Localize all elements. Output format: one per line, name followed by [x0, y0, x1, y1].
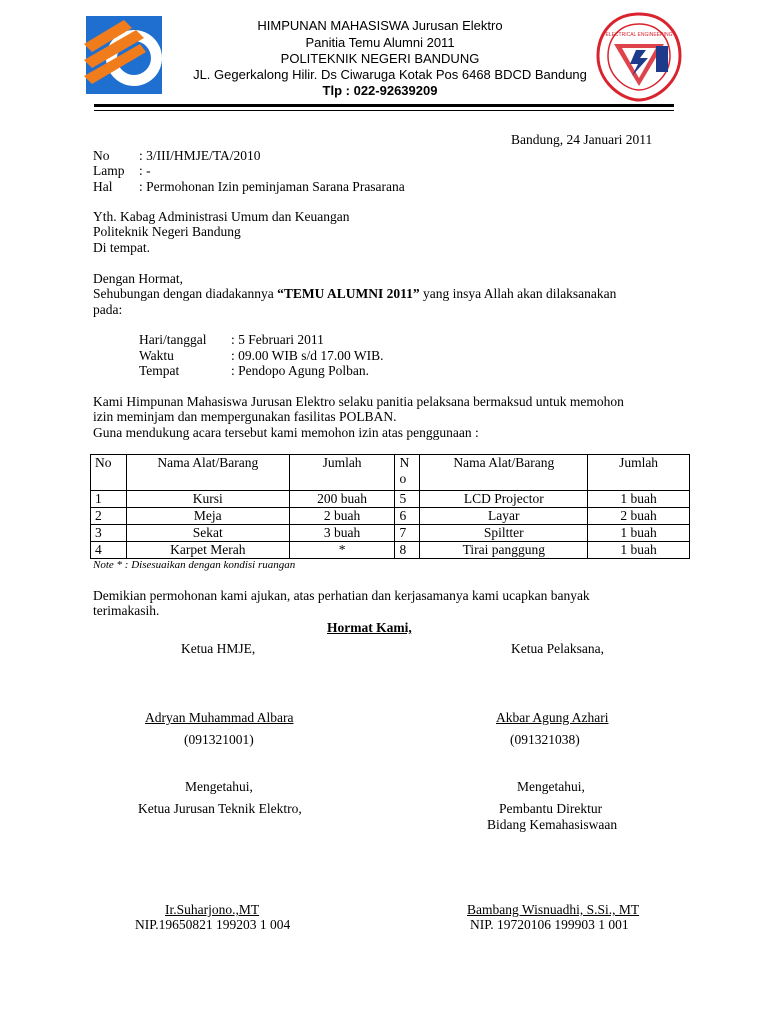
detail-label: Hari/tanggal — [139, 332, 207, 347]
left-sign-name: Adryan Muhammad Albara — [145, 710, 294, 725]
table-cell: Spiltter — [420, 525, 588, 542]
right-official-nip: NIP. 19720106 199903 1 001 — [470, 917, 629, 932]
table-row — [91, 508, 690, 525]
hal-value: : Permohonan Izin peminjaman Sarana Prasarana — [139, 179, 405, 194]
table-header: Nama Alat/Barang — [420, 455, 588, 491]
table-cell: 1 buah — [588, 525, 690, 542]
right-sign-name: Akbar Agung Azhari — [496, 710, 609, 725]
para2-line2: izin meminjam dan mempergunakan fasilitas POLBAN. — [93, 409, 397, 424]
table-cell: Tirai panggung — [420, 542, 588, 559]
table-row — [91, 542, 690, 559]
table-cell: LCD Projector — [420, 491, 588, 508]
left-official-nip: NIP.19650821 199203 1 004 — [135, 917, 291, 932]
table-cell: 8 — [395, 542, 420, 559]
table-cell: 3 — [91, 525, 127, 542]
right-official-name: Bambang Wisnuadhi, S.Si., MT — [467, 902, 640, 917]
intro-cont: pada: — [93, 302, 123, 317]
closing-line2: terimakasih. — [93, 603, 160, 618]
left-sign-id: (091321001) — [184, 732, 254, 747]
letterhead-org: HIMPUNAN MAHASISWA Jurusan Elektro — [257, 18, 503, 33]
hal-label: Hal — [93, 179, 113, 194]
table-cell: 2 buah — [289, 508, 395, 525]
detail-label: Waktu — [139, 348, 174, 363]
table-cell: Kursi — [126, 491, 289, 508]
table-cell: Meja — [126, 508, 289, 525]
letterhead-committee: Panitia Temu Alumni 2011 — [305, 35, 455, 50]
intro-pre: Sehubungan dengan diadakannya — [93, 286, 278, 301]
table-cell: Sekat — [126, 525, 289, 542]
table-header: No — [91, 455, 127, 491]
table-header-row — [91, 455, 690, 491]
place-date: Bandung, 24 Januari 2011 — [511, 132, 653, 147]
no-value: : 3/III/HMJE/TA/2010 — [139, 148, 261, 163]
table-cell: 1 buah — [588, 491, 690, 508]
table-header: Nama Alat/Barang — [126, 455, 289, 491]
table-cell: 2 — [91, 508, 127, 525]
table-cell: 4 — [91, 542, 127, 559]
detail-value: : Pendopo Agung Polban. — [231, 363, 370, 378]
table-row — [91, 491, 690, 508]
event-name: “TEMU ALUMNI 2011” — [277, 286, 420, 301]
recipient-line1: Yth. Kabag Administrasi Umum dan Keuangan — [93, 209, 350, 224]
intro-post: yang insya Allah akan dilaksanakan — [419, 286, 617, 301]
no-label: No — [93, 148, 110, 163]
right-role-line1: Pembantu Direktur — [499, 801, 603, 816]
table-cell: 3 buah — [289, 525, 395, 542]
right-ack: Mengetahui, — [517, 779, 585, 794]
detail-label: Tempat — [139, 363, 180, 378]
table-cell: * — [289, 542, 395, 559]
left-sign-title: Ketua HMJE, — [181, 641, 256, 656]
letterhead-divider — [94, 104, 674, 107]
greeting: Dengan Hormat, — [93, 271, 183, 286]
recipient-line2: Politeknik Negeri Bandung — [93, 224, 241, 239]
table-cell: 5 — [395, 491, 420, 508]
detail-value: : 5 Februari 2011 — [231, 332, 324, 347]
left-role: Ketua Jurusan Teknik Elektro, — [138, 801, 302, 816]
table-cell: 6 — [395, 508, 420, 525]
letterhead-divider-thin — [94, 110, 674, 111]
letterhead-phone: Tlp : 022-92639209 — [322, 83, 438, 98]
letterhead-address: JL. Gegerkalong Hilir. Ds Ciwaruga Kotak Pos 6468 BDCD Bandung — [193, 67, 587, 82]
table-cell: Layar — [420, 508, 588, 525]
para2-line3: Guna mendukung acara tersebut kami memohon izin atas penggunaan : — [93, 425, 479, 440]
table-note: Note * : Disesuaikan dengan kondisi ruangan — [93, 559, 296, 571]
intro-line — [93, 286, 616, 302]
recipient-line3: Di tempat. — [93, 240, 150, 255]
closing-line1: Demikian permohonan kami ajukan, atas perhatian dan kerjasamanya kami ucapkan banyak — [93, 588, 590, 603]
table-cell: Karpet Merah — [126, 542, 289, 559]
table-cell: 2 buah — [588, 508, 690, 525]
lamp-label: Lamp — [93, 163, 125, 178]
right-sign-title: Ketua Pelaksana, — [511, 641, 604, 656]
right-sign-id: (091321038) — [510, 732, 580, 747]
letterhead-institution: POLITEKNIK NEGERI BANDUNG — [280, 51, 480, 66]
table-header: Jumlah — [289, 455, 395, 491]
table-header: N o — [395, 455, 420, 491]
table-cell: 7 — [395, 525, 420, 542]
para2-line1: Kami Himpunan Mahasiswa Jurusan Elektro selaku panitia pelaksana bermaksud untuk memohon — [93, 394, 624, 409]
lamp-value: : - — [139, 163, 151, 178]
table-row — [91, 525, 690, 542]
table-cell: 1 buah — [588, 542, 690, 559]
detail-value: : 09.00 WIB s/d 17.00 WIB. — [231, 348, 384, 363]
left-official-name: Ir.Suharjono.,MT — [165, 902, 260, 917]
left-ack: Mengetahui, — [185, 779, 253, 794]
items-table — [90, 454, 690, 559]
hormat-kami: Hormat Kami, — [327, 620, 412, 635]
table-cell: 200 buah — [289, 491, 395, 508]
right-role-line2: Bidang Kemahasiswaan — [487, 817, 618, 832]
seal-text: ELECTRICAL ENGINEERING — [605, 32, 673, 38]
table-header: Jumlah — [588, 455, 690, 491]
table-cell: 1 — [91, 491, 127, 508]
